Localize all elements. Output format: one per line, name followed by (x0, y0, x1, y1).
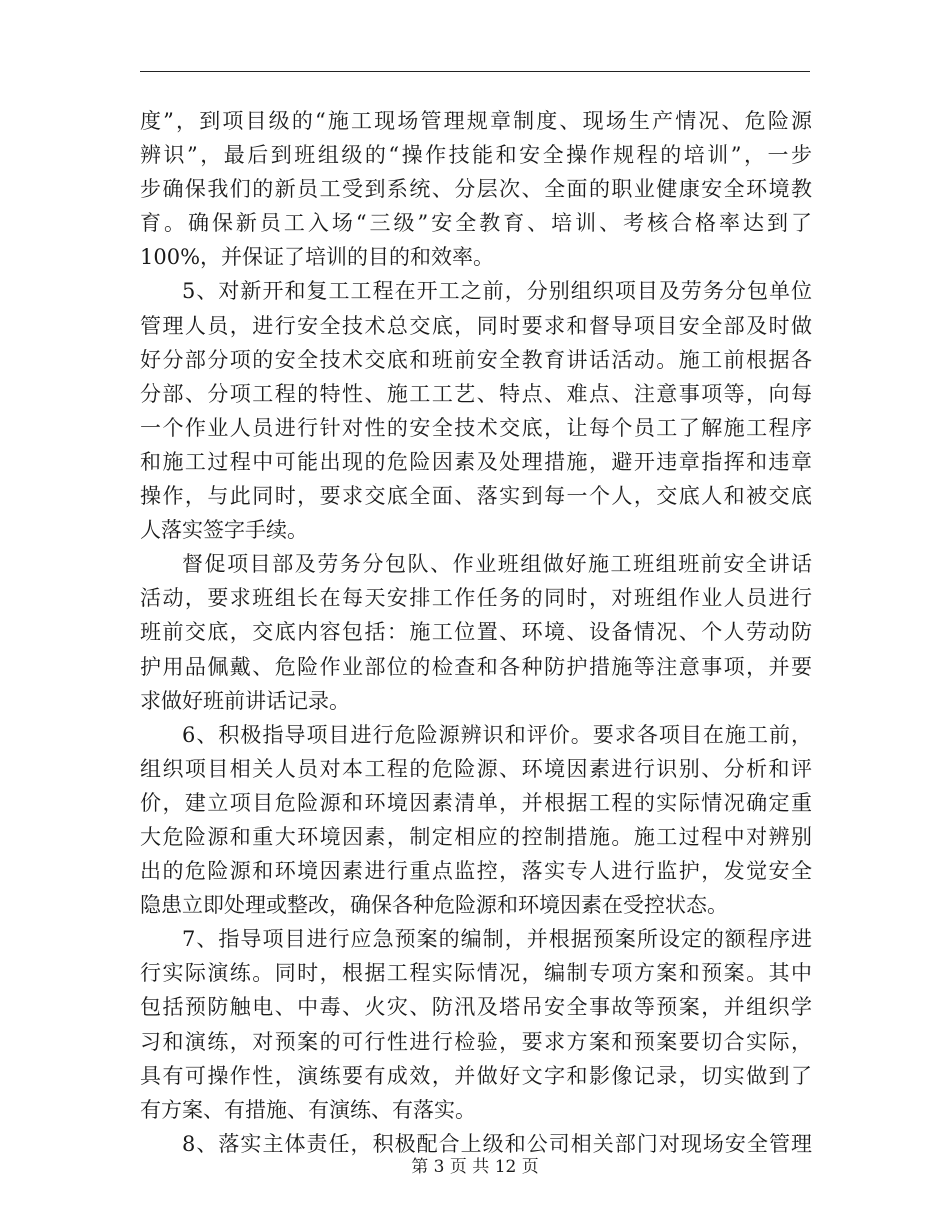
text-line: 行实际演练。同时，根据工程实际情况，编制专项方案和预案。其中 (140, 961, 812, 986)
text-line: 度”，到项目级的“施工现场管理规章制度、现场生产情况、危险源 (140, 109, 812, 133)
text-line: 8、落实主体责任，积极配合上级和公司相关部门对现场安全管理 (182, 1131, 812, 1156)
text-line: 管理人员，进行安全技术总交底，同时要求和督导项目安全部及时做 (140, 313, 812, 338)
text-line: 出的危险源和环境因素进行重点监控，落实专人进行监护，发觉安全 (140, 859, 812, 884)
text-line: 辨识”，最后到班组级的“操作技能和安全操作规程的培训”，一步 (140, 143, 812, 168)
text-line: 5、对新开和复工工程在开工之前，分别组织项目及劳务分包单位 (182, 279, 812, 304)
text-line: 活动，要求班组长在每天安排工作任务的同时，对班组作业人员进行 (140, 586, 812, 611)
text-line: 育。确保新员工入场“三级”安全教育、培训、考核合格率达到了 (140, 211, 812, 236)
text-line: 有方案、有措施、有演练、有落实。 (140, 1097, 476, 1122)
text-line: 班前交底，交底内容包括：施工位置、环境、设备情况、个人劳动防 (140, 620, 812, 645)
text-line: 组织项目相关人员对本工程的危险源、环境因素进行识别、分析和评 (140, 756, 812, 781)
text-line: 步确保我们的新员工受到系统、分层次、全面的职业健康安全环境教 (140, 177, 812, 202)
document-body (140, 104, 812, 1161)
text-line: 7、指导项目进行应急预案的编制，并根据预案所设定的额程序进 (182, 927, 812, 952)
text-line: 求做好班前讲话记录。 (140, 688, 350, 713)
text-line: 一个作业人员进行针对性的安全技术交底，让每个员工了解施工程序 (140, 415, 812, 440)
text-line: 操作，与此同时，要求交底全面、落实到每一个人，交底人和被交底 (140, 484, 812, 509)
text-line: 分部、分项工程的特性、施工工艺、特点、难点、注意事项等，向每 (140, 381, 812, 406)
text-line: 督促项目部及劳务分包队、作业班组做好施工班组班前安全讲话 (182, 552, 812, 577)
text-line: 具有可操作性，演练要有成效，并做好文字和影像记录，切实做到了 (140, 1063, 812, 1088)
header-rule (140, 71, 810, 72)
text-line: 和施工过程中可能出现的危险因素及处理措施，避开违章指挥和违章 (140, 449, 812, 474)
text-line: 100%，并保证了培训的目的和效率。 (140, 245, 495, 270)
text-line: 价，建立项目危险源和环境因素清单，并根据工程的实际情况确定重 (140, 790, 812, 815)
text-line: 隐患立即处理或整改，确保各种危险源和环境因素在受控状态。 (140, 893, 728, 918)
text-line: 大危险源和重大环境因素，制定相应的控制措施。施工过程中对辨别 (140, 824, 812, 849)
text-line: 6、积极指导项目进行危险源辨识和评价。要求各项目在施工前， (182, 722, 812, 747)
text-line: 习和演练，对预案的可行性进行检验，要求方案和预案要切合实际， (140, 1029, 812, 1054)
text-line: 人落实签字手续。 (140, 518, 308, 543)
text-line: 好分部分项的安全技术交底和班前安全教育讲话活动。施工前根据各 (140, 347, 812, 372)
page-footer: 第 3 页 共 12 页 (411, 1157, 539, 1177)
text-line: 包括预防触电、中毒、火灾、防汛及塔吊安全事故等预案，并组织学 (140, 995, 812, 1020)
text-line: 护用品佩戴、危险作业部位的检查和各种防护措施等注意事项，并要 (140, 654, 812, 679)
